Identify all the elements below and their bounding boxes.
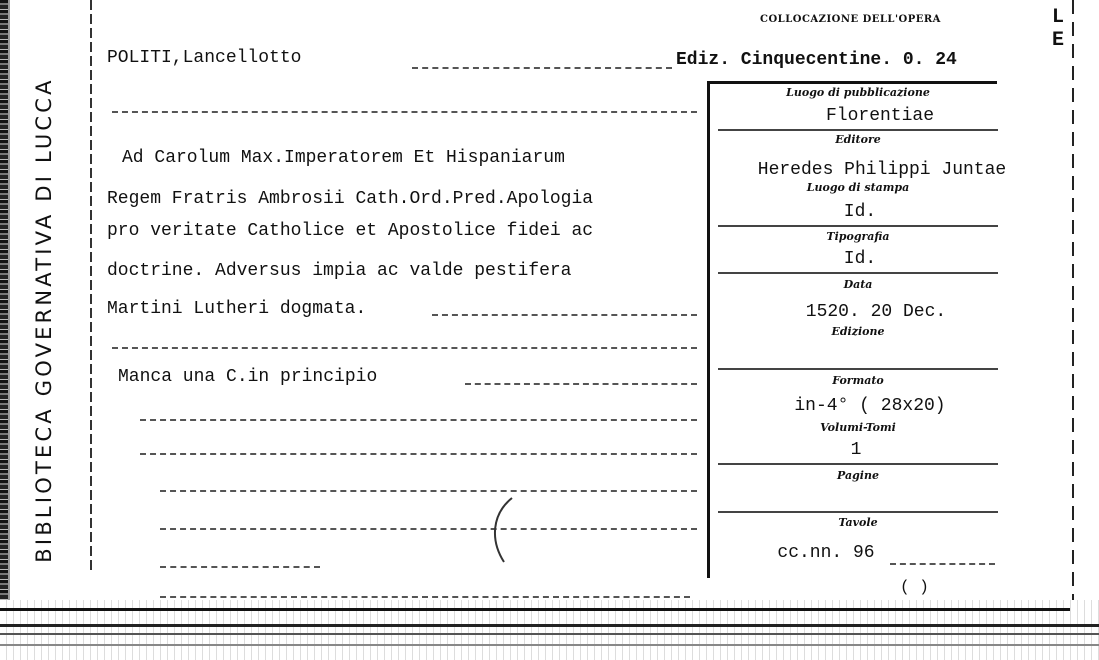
shelfmark: Ediz. Cinquecentine. 0. 24 bbox=[676, 50, 957, 70]
title-line-3: pro veritate Catholice et Apostolice fidei ac bbox=[107, 221, 594, 241]
card-edge-right bbox=[1072, 0, 1074, 600]
tavole-dash bbox=[890, 563, 995, 565]
card-edge-left-line bbox=[8, 0, 10, 660]
value-editore: Heredes Philippi Juntae bbox=[757, 160, 1007, 180]
empty-line-2 bbox=[140, 453, 697, 455]
label-volumi-tomi: Volumi-Tomi bbox=[820, 421, 896, 434]
label-pagine: Pagine bbox=[837, 469, 879, 482]
rule-9 bbox=[718, 511, 998, 513]
bottom-paren-mark: ( ) bbox=[900, 578, 929, 596]
value-tavole: cc.nn. 96 bbox=[777, 543, 875, 563]
card-margin-line bbox=[90, 0, 92, 570]
rule-6 bbox=[718, 368, 998, 370]
value-data: 1520. 20 Dec. bbox=[805, 302, 947, 322]
rule-3 bbox=[718, 225, 998, 227]
card-edge-left bbox=[0, 0, 8, 660]
empty-line-4 bbox=[160, 528, 697, 530]
author-dash bbox=[412, 67, 672, 69]
corner-marks: L E bbox=[1052, 6, 1071, 52]
pencil-mark bbox=[480, 490, 520, 570]
value-tipografia: Id. bbox=[843, 249, 877, 269]
header-separator bbox=[112, 111, 697, 113]
empty-line-3 bbox=[160, 490, 697, 492]
rule-4 bbox=[718, 272, 998, 274]
rule-1 bbox=[718, 129, 998, 131]
empty-line-5 bbox=[160, 566, 320, 568]
label-luogo-pubblicazione: Luogo di pubblicazione bbox=[786, 86, 930, 99]
title-dash bbox=[432, 314, 697, 316]
collocazione-label: COLLOCAZIONE DELL'OPERA bbox=[760, 14, 941, 25]
title-line-2: Regem Fratris Ambrosii Cath.Ord.Pred.Apologia bbox=[107, 189, 594, 209]
label-tipografia: Tipografia bbox=[826, 230, 890, 243]
title-line-5: Martini Lutheri dogmata. bbox=[107, 299, 367, 319]
value-luogo-pubblicazione: Florentiae bbox=[825, 106, 935, 126]
separator-2 bbox=[112, 347, 697, 349]
author-name: POLITI,Lancellotto bbox=[107, 48, 302, 68]
label-formato: Formato bbox=[832, 374, 884, 387]
details-box-top bbox=[707, 81, 997, 84]
note: Manca una C.in principio bbox=[118, 367, 378, 387]
value-volumi-tomi: 1 bbox=[850, 440, 862, 460]
details-box-left bbox=[707, 82, 710, 578]
card-edge-bottom bbox=[0, 600, 1099, 660]
title-line-1: Ad Carolum Max.Imperatorem Et Hispaniarum bbox=[122, 148, 565, 168]
label-editore: Editore bbox=[835, 133, 881, 146]
label-edizione: Edizione bbox=[831, 325, 885, 338]
empty-line-1 bbox=[140, 419, 697, 421]
label-luogo-stampa: Luogo di stampa bbox=[806, 181, 910, 194]
value-formato: in-4° ( 28x20) bbox=[794, 396, 946, 416]
title-line-4: doctrine. Adversus impia ac valde pestifera bbox=[107, 261, 572, 281]
rule-8 bbox=[718, 463, 998, 465]
note-dash bbox=[465, 383, 697, 385]
value-luogo-stampa: Id. bbox=[843, 202, 877, 222]
label-tavole: Tavole bbox=[838, 516, 878, 529]
label-data: Data bbox=[843, 278, 873, 291]
bottom-dash bbox=[160, 596, 690, 598]
library-name: BIBLIOTECA GOVERNATIVA DI LUCCA bbox=[32, 77, 56, 563]
